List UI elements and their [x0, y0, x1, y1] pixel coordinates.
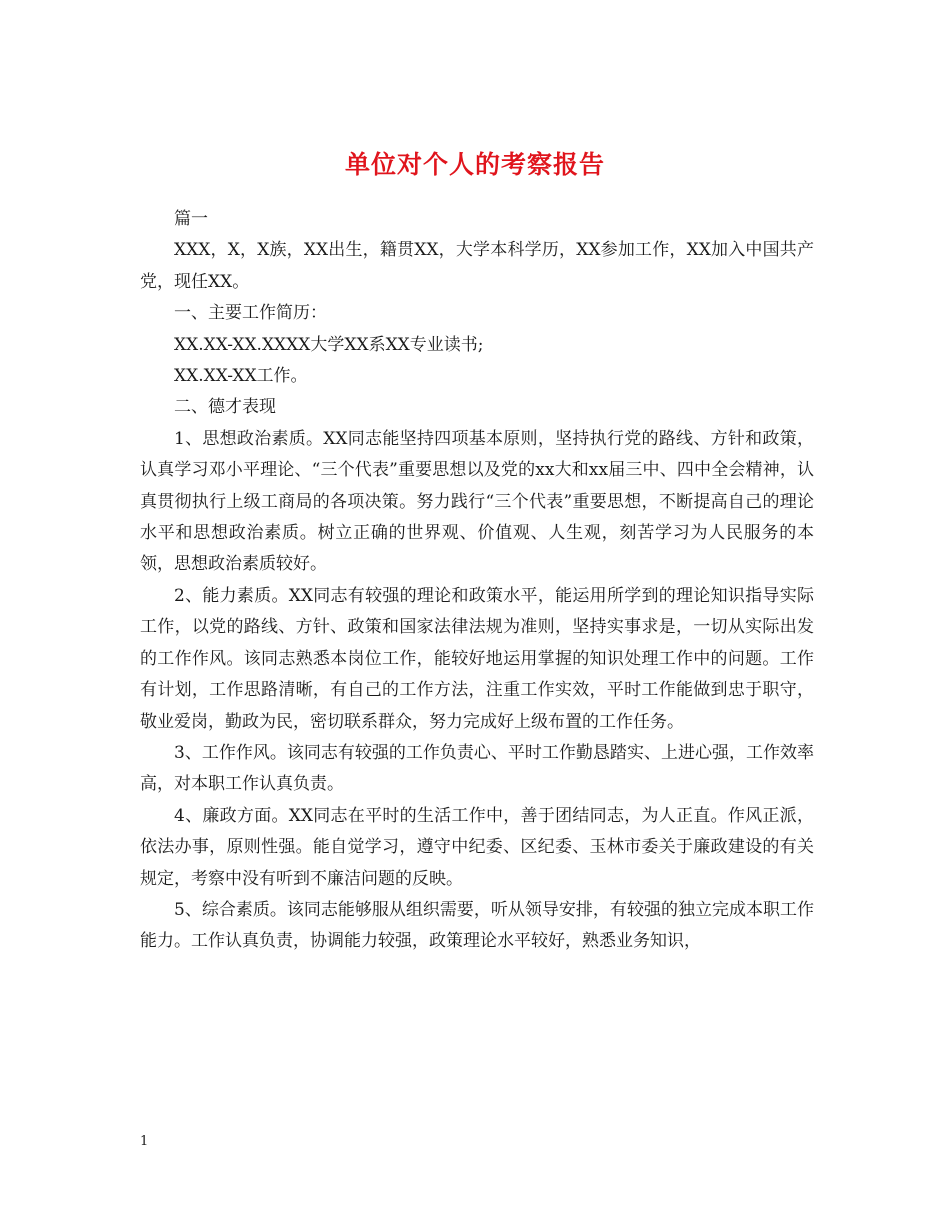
document-body	[140, 204, 814, 958]
page-number: 1	[140, 1134, 149, 1149]
work-history-heading: 一、主要工作简历：	[174, 303, 327, 324]
personal-info-paragraph: XXX，X，X族，XX出生，籍贯XX，大学本科学历，XX参加工作，XX加入中国共产党，现任XX。	[140, 240, 814, 292]
section-label: 篇一	[174, 209, 208, 229]
work-style-paragraph: 3、工作作风。该同志有较强的工作负责心、平时工作勤恳踏实、上进心强，工作效率高，对本职工作认真负责。	[140, 742, 814, 795]
work-history-item: XX.XX-XX.XXXX大学XX系XX专业读书;	[174, 334, 484, 355]
performance-heading: 二、德才表现	[174, 397, 276, 418]
political-quality-paragraph: 1、思想政治素质。XX同志能坚持四项基本原则，坚持执行党的路线、方针和政策，认真学习邓小平理论、“三个代表”重要思想以及党的xx大和xx届三中、四中全会精神，认真贯彻执行上级工商局的各项决策。努力践行“三个代表”重要思想，不断提高自己的理论水平和思想政治素质。树立正确的世界观、价值观、人生观，刻苦学习为人民服务的本领，思想政治素质较好。	[140, 428, 814, 575]
page-title: 单位对个人的考察报告	[344, 149, 605, 179]
ability-quality-paragraph: 2、能力素质。XX同志有较强的理论和政策水平，能运用所学到的理论知识指导实际工作，以党的路线、方针、政策和国家法律法规为准则，坚持实事求是，一切从实际出发的工作作风。该同志熟悉本岗位工作，能较好地运用掌握的知识处理工作中的问题。工作有计划，工作思路清晰，有自己的工作方法，注重工作实效，平时工作能做到忠于职守，敬业爱岗，勤政为民，密切联系群众，努力完成好上级布置的工作任务。	[140, 585, 814, 732]
overall-quality-paragraph: 5、综合素质。该同志能够服从组织需要，听从领导安排，有较强的独立完成本职工作能力。工作认真负责，协调能力较强，政策理论水平较好，熟悉业务知识，	[140, 899, 814, 952]
integrity-paragraph: 4、廉政方面。XX同志在平时的生活工作中，善于团结同志，为人正直。作风正派，依法办事，原则性强。能自觉学习，遵守中纪委、区纪委、玉林市委关于廉政建设的有关规定，考察中没有听到不廉洁问题的反映。	[140, 805, 814, 889]
work-history-item: XX.XX-XX工作。	[174, 366, 308, 387]
